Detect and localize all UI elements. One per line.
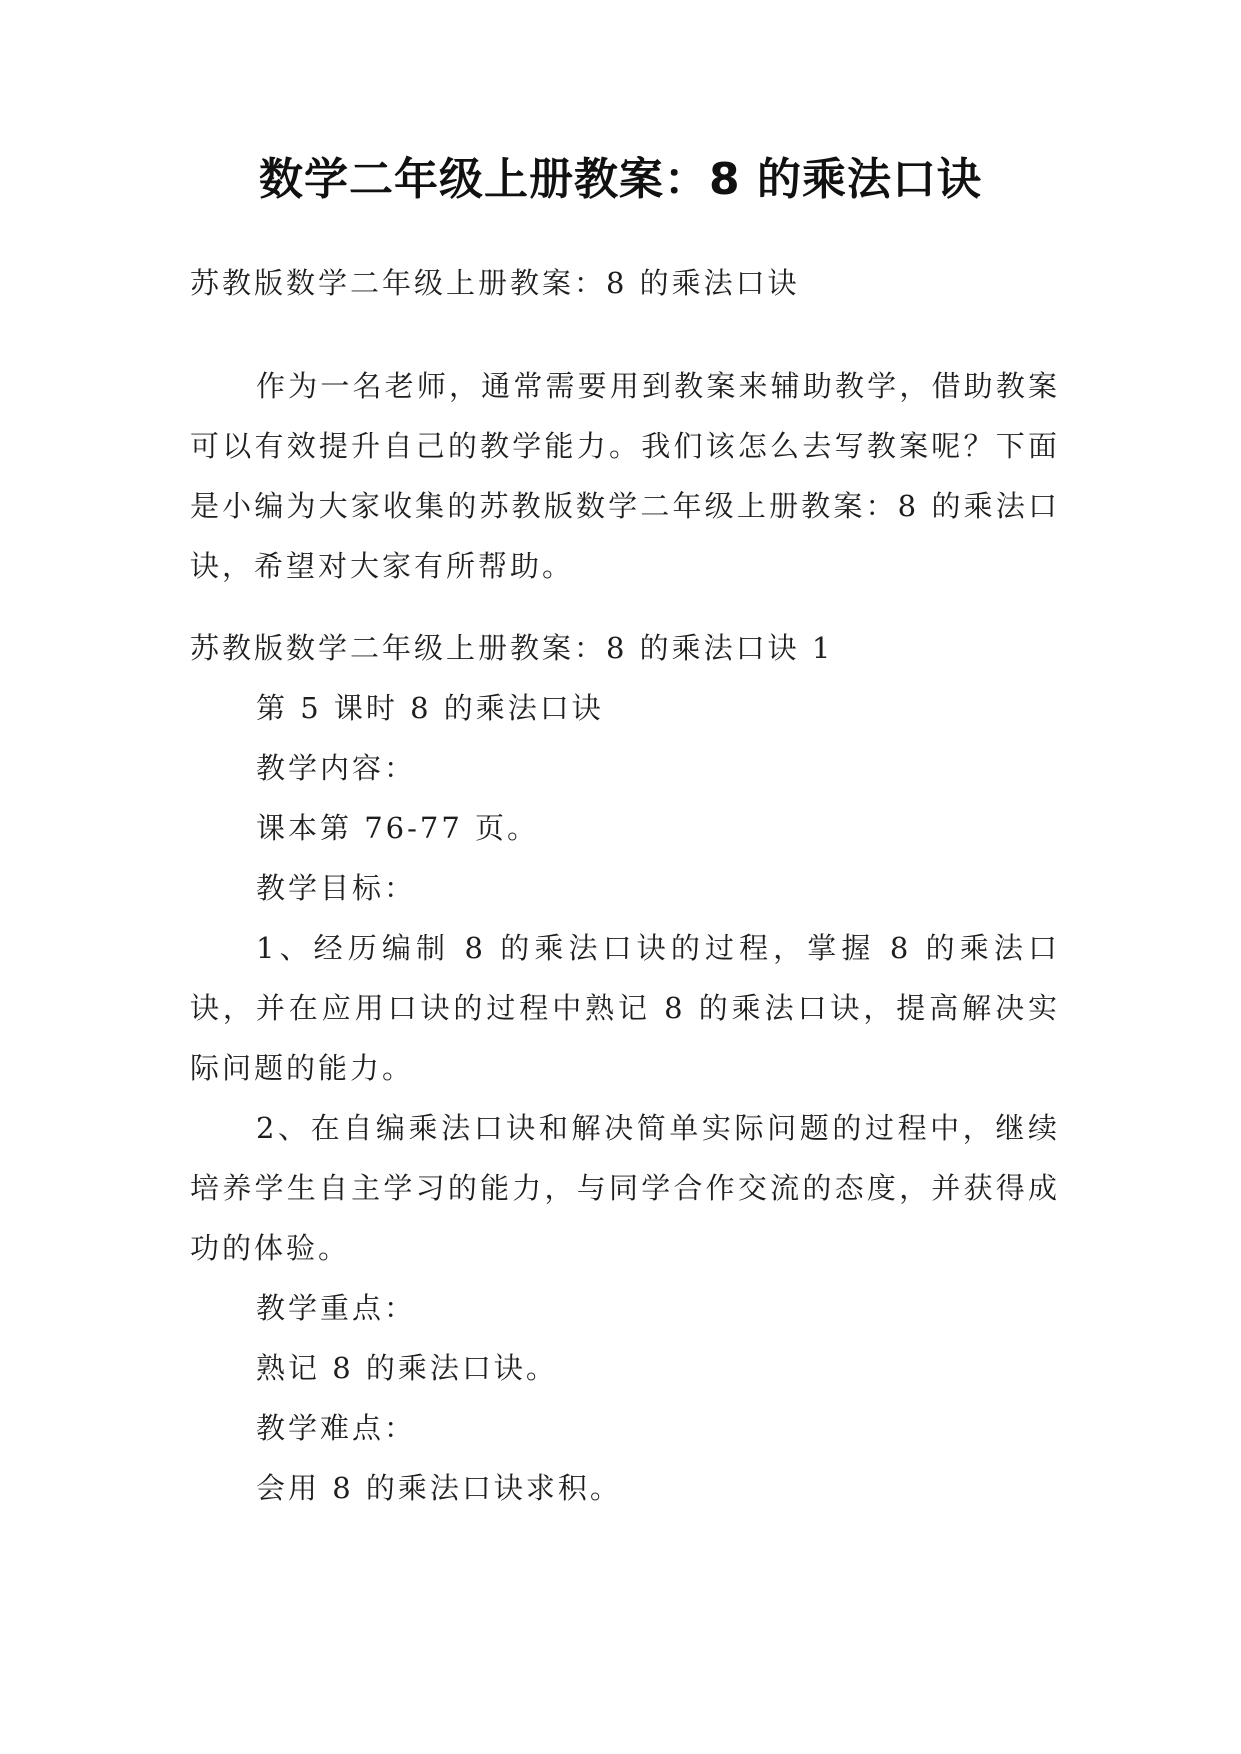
lesson-section [190,618,1060,1518]
goal-item-1: 1、经历编制 8 的乘法口诀的过程，掌握 8 的乘法口诀，并在应用口诀的过程中熟记 8 的乘法口诀，提高解决实际问题的能力。 [190,931,1060,1085]
difficulty-text: 会用 8 的乘法口诀求积。 [256,1471,622,1505]
lesson-heading: 第 5 课时 8 的乘法口诀 [256,691,604,725]
document-subtitle: 苏教版数学二年级上册教案：8 的乘法口诀 [190,266,800,300]
key-point-label: 教学重点： [256,1291,417,1325]
goals-label: 教学目标： [256,871,417,905]
content-label: 教学内容： [256,751,417,785]
intro-block [190,356,1060,596]
content-text: 课本第 76-77 页。 [256,811,540,845]
difficulty-label: 教学难点： [256,1411,417,1445]
key-point-text: 熟记 8 的乘法口诀。 [256,1351,558,1385]
document-title: 数学二年级上册教案：8 的乘法口诀 [259,154,982,205]
intro-paragraph: 作为一名老师，通常需要用到教案来辅助教学，借助教案可以有效提升自己的教学能力。我们该怎么去写教案呢？下面是小编为大家收集的苏教版数学二年级上册教案：8 的乘法口诀，希望对大家有所帮助。 [190,369,1060,583]
goal-item-2: 2、在自编乘法口诀和解决简单实际问题的过程中，继续培养学生自主学习的能力，与同学合作交流的态度，并获得成功的体验。 [190,1111,1060,1265]
section-title: 苏教版数学二年级上册教案：8 的乘法口诀 1 [190,631,834,665]
document-subtitle-block [190,253,1060,313]
